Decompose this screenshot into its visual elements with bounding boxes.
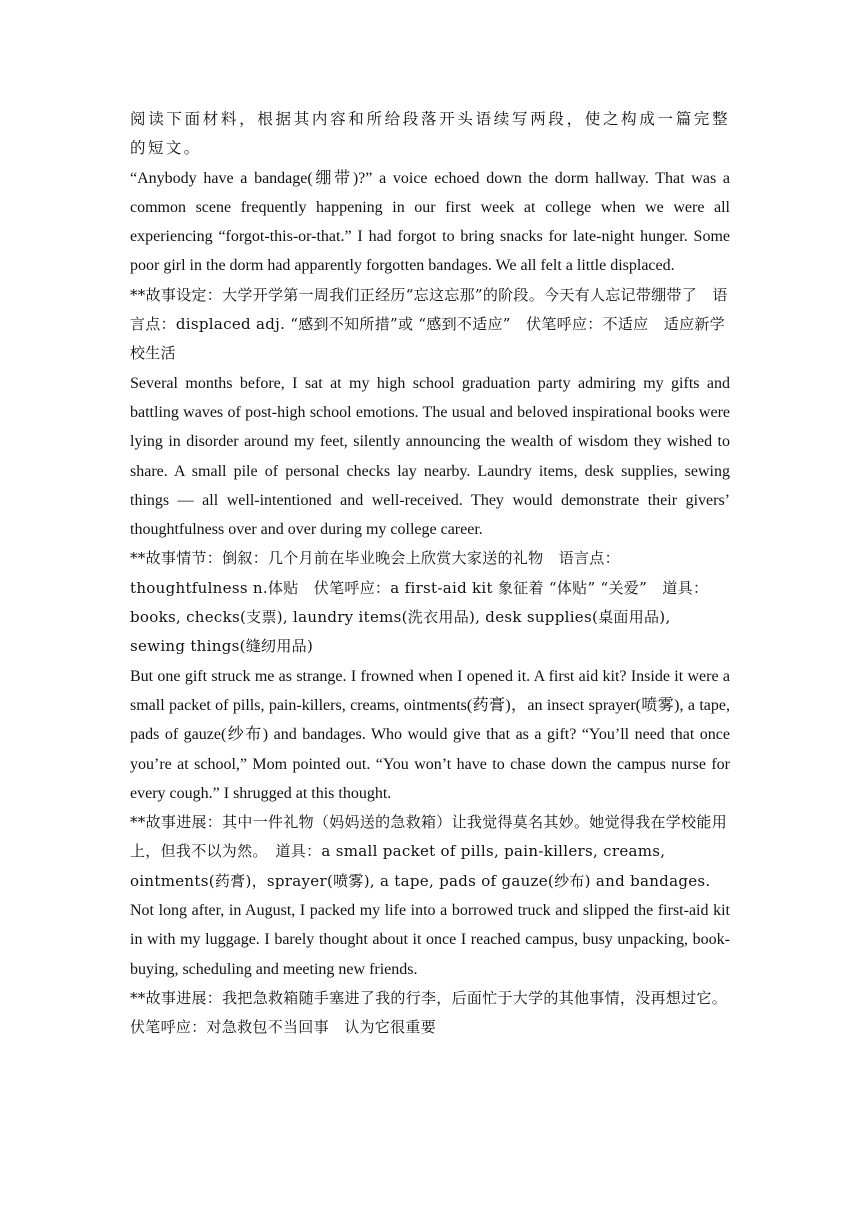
annotation-note-1: **故事设定：大学开学第一周我们正经历“忘这忘那”的阶段。今天有人忘记带绷带了 语言点：displaced adj. “感到不知所措”或 “感到不适应” 伏笔呼应：不适应 适应新学校生活 xyxy=(130,285,728,363)
story-paragraph-3: But one gift struck me as strange. I frowned when I opened it. A first aid kit? Inside it were a small packet of pills, pain-killers, creams, ointments(药膏)，an insect sprayer(喷雾), a tape, pads of gauze(纱布) and bandages. Who would give that as a gift? “You’ll need that once you’re at school,” Mom pointed out. “You won’t have to chase down the campus nurse for every cough.” I shrugged at this thought. xyxy=(130,667,730,802)
story-paragraph-1: “Anybody have a bandage(绷带)?” a voice echoed down the dorm hallway. That was a common scene frequently happening in our first week at college when we were all experiencing “forgot-this-or-that.” I had forgot to bring snacks for late-night hunger. Some poor girl in the dorm had apparently forgotten bandages. We all felt a little displaced. xyxy=(130,169,730,275)
annotation-note-4: **故事进展：我把急救箱随手塞进了我的行李，后面忙于大学的其他事情，没再想过它。 伏笔呼应：对急救包不当回事 认为它很重要 xyxy=(130,988,735,1037)
annotation-note-3: **故事进展：其中一件礼物（妈妈送的急救箱）让我觉得莫名其妙。她觉得我在学校能用上，但我不以为然。 道具：a small packet of pills, pain-killers, creams, ointments(药膏)，sprayer(喷雾), a tape, pads of gauze(纱布) and bandages. xyxy=(130,813,728,890)
story-paragraph-4: Not long after, in August, I packed my life into a borrowed truck and slipped the first-aid kit in with my luggage. I barely thought about it once I reached campus, busy unpacking, book-buying, scheduling and meeting new friends. xyxy=(130,902,730,978)
story-paragraph-2: Several months before, I sat at my high school graduation party admiring my gifts and battling waves of post-high school emotions. The usual and beloved inspirational books were lying in disorder around my feet, silently announcing the wealth of wisdom they wished to share. A small pile of personal checks lay nearby. Laundry items, desk supplies, sewing things — all well-intentioned and well-received. They would demonstrate their givers’ thoughtfulness over and over during my college career. xyxy=(130,374,730,539)
document-body xyxy=(130,105,735,1043)
annotation-note-2: **故事情节：倒叙：几个月前在毕业晚会上欣赏大家送的礼物 语言点：thoughtfulness n.体贴 伏笔呼应：a first-aid kit 象征着 “体贴” “关爱” 道具：books, checks(支票), laundry items(洗衣用品), desk supplies(桌面用品), sewing things(缝纫用品) xyxy=(130,549,709,656)
task-instruction: 阅读下面材料，根据其内容和所给段落开头语续写两段，使之构成一篇完整的短文。 xyxy=(130,110,730,158)
